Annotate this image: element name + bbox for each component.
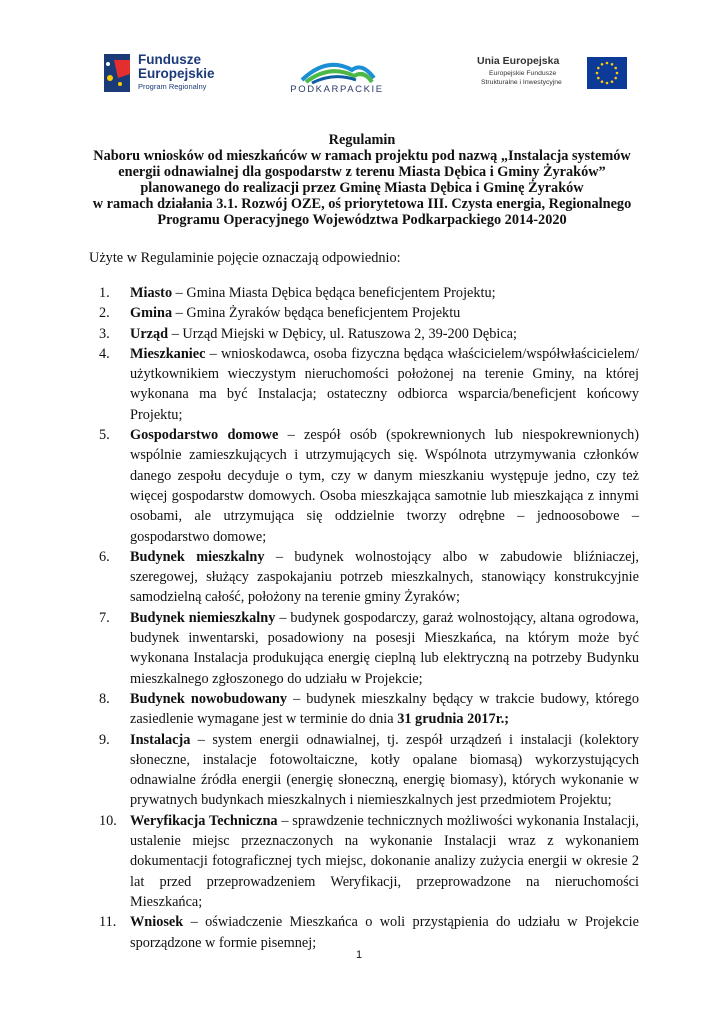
fundusze-line2: Europejskie <box>138 66 215 81</box>
item-number: 5. <box>99 427 110 444</box>
definition-item <box>99 344 639 425</box>
definition-item <box>99 303 639 323</box>
definition-item <box>99 730 639 811</box>
logo-unia-europejska <box>477 55 627 95</box>
ue-line1: Unia Europejska <box>477 55 560 67</box>
definition-item <box>99 283 639 303</box>
podkarpackie-label: PODKARPACKIE <box>290 84 384 95</box>
logo-podkarpackie <box>282 52 392 102</box>
title-line: energii odnawialnej dla gospodarstw z terenu Miasta Dębica i Gminy Żyraków” <box>118 164 606 180</box>
definition-term: Mieszkaniec <box>130 345 206 362</box>
item-number: 2. <box>99 305 110 322</box>
definition-text: – budynek mieszkalny będący w trakcie budowy, którego zasiedlenie wymagane jest w terminie do dnia <box>130 690 639 728</box>
definition-term: Budynek nowobudowany <box>130 690 288 707</box>
item-number: 6. <box>99 548 110 565</box>
ue-line2: Europejskie Fundusze <box>489 70 557 77</box>
definition-term: Wniosek <box>130 914 184 931</box>
ue-line3: Strukturalne i Inwestycyjne <box>481 79 562 86</box>
title-line: planowanego do realizacji przez Gminę Miasta Dębica i Gminę Żyraków <box>140 180 584 196</box>
definition-text: – Gmina Żyraków będąca beneficjentem Projektu <box>172 305 461 322</box>
title-line: w ramach działania 3.1. Rozwój OZE, oś priorytetowa III. Czysta energia, Regionalnego <box>92 196 632 212</box>
definition-term: Gospodarstwo domowe <box>130 427 279 444</box>
document-title <box>60 132 664 228</box>
definition-item <box>99 425 639 547</box>
definition-text: – budynek gospodarczy, garaż wolnostojący, altana ogrodowa, budynek inwentarski, posadowiony na posesji Mieszkańca, na którym może być wykonana Instalacja produkująca energię cieplną lub elektryczną na potrzeby Budynku mieszkalnego zgłoszonego do udziału w Projekcie; <box>130 609 639 687</box>
definition-text: – oświadczenie Mieszkańca o woli przystąpienia do udziału w Projekcie sporządzone w formie pisemnej; <box>130 914 639 951</box>
item-number: 10. <box>99 812 117 829</box>
definition-text: – zespół osób (spokrewnionych lub niespokrewnionych) wspólnie zamieszkujących i utrzymujących się. Wspólnota utrzymywania członków danego zespołu decyduje o tym, czy w danym mieszkaniu występuje jedno, czy też więcej gospodarstw domowych. Osoba mieszkająca samotnie lub mieszkająca z innymi osobami, ale utrzymująca się oddzielnie tworzy odrębne – jednoosobowe – gospodarstwo domowe; <box>130 427 639 545</box>
item-number: 7. <box>99 609 110 626</box>
definition-text: – system energii odnawialnej, tj. zespół urządzeń i instalacji (kolektory słoneczne, instalacje fotowoltaiczne, kotły opalane biomasą) wykorzystujących odnawialne źródła energii (energię słoneczną, energię biomasy), których wykonanie w prywatnych budynkach mieszkalnych i niemieszkalnych jest przedmiotem Projektu; <box>130 731 639 809</box>
definition-text: – Urząd Miejski w Dębicy, ul. Ratuszowa 2, 39-200 Dębica; <box>168 325 517 342</box>
definition-item <box>99 608 639 689</box>
definition-term: Weryfikacja Techniczna <box>130 812 278 829</box>
item-number: 1. <box>99 285 110 301</box>
definition-text: – wnioskodawca, osoba fizyczna będąca właścicielem/współwłaścicielem/ użytkownikiem wieczystym nieruchomości położonej na terenie Gminy, na której wykonana ma być Instalacja; ostateczny odbiorca wsparcia/beneficjent końcowy Projektu; <box>130 345 639 423</box>
definition-term: Instalacja <box>130 731 191 748</box>
definition-item <box>99 324 639 344</box>
definition-item <box>99 912 639 953</box>
definition-deadline: 31 grudnia 2017r.; <box>397 711 510 728</box>
intro-paragraph: Użyte w Regulaminie pojęcie oznaczają odpowiednio: <box>89 250 401 266</box>
title-line: Programu Operacyjnego Województwa Podkarpackiego 2014-2020 <box>157 212 567 228</box>
eu-flag-icon <box>587 57 627 89</box>
logo-fundusze-europejskie <box>100 50 260 98</box>
definition-term: Budynek niemieszkalny <box>130 609 276 626</box>
definition-text: – budynek wolnostojący albo w zabudowie bliźniaczej, szeregowej, służący zaspokajaniu potrzeb mieszkalnych, stanowiący konstrukcyjnie samodzielną całość, położony na terenie gminy Żyraków; <box>130 548 640 606</box>
definition-item <box>99 811 639 912</box>
definition-term: Gmina <box>130 305 173 322</box>
definition-text: – sprawdzenie technicznych możliwości wykonania Instalacji, ustalenie miejsc przeznaczonych na wykonanie Instalacji wraz z wykonaniem dokumentacji fotograficznej tych miejsc, dokonanie analizy zużycia energii w okresie 2 lat przed przeprowadzeniem Weryfikacji, przeprowadzone na nieruchomości Mieszkańca; <box>130 812 639 910</box>
title-line: Naboru wniosków od mieszkańców w ramach projektu pod nazwą „Instalacja systemów <box>93 148 631 164</box>
fundusze-line3: Program Regionalny <box>138 82 207 91</box>
definition-term: Urząd <box>130 325 169 342</box>
definitions-list <box>99 283 639 953</box>
page-number: 1 <box>356 949 363 961</box>
definition-item <box>99 689 639 730</box>
podkarpackie-hills-icon <box>282 52 392 84</box>
item-number: 3. <box>99 325 110 342</box>
definition-term: Miasto <box>130 285 173 301</box>
fundusze-line1: Fundusze <box>138 52 201 67</box>
item-number: 9. <box>99 731 110 748</box>
title-line: Regulamin <box>328 132 396 148</box>
definition-text: – Gmina Miasta Dębica będąca beneficjentem Projektu; <box>172 285 496 301</box>
definition-item <box>99 547 639 608</box>
fundusze-emblem-icon <box>100 50 134 96</box>
definition-term: Budynek mieszkalny <box>130 548 265 565</box>
item-number: 11. <box>99 914 117 931</box>
item-number: 8. <box>99 690 110 707</box>
item-number: 4. <box>99 345 110 362</box>
